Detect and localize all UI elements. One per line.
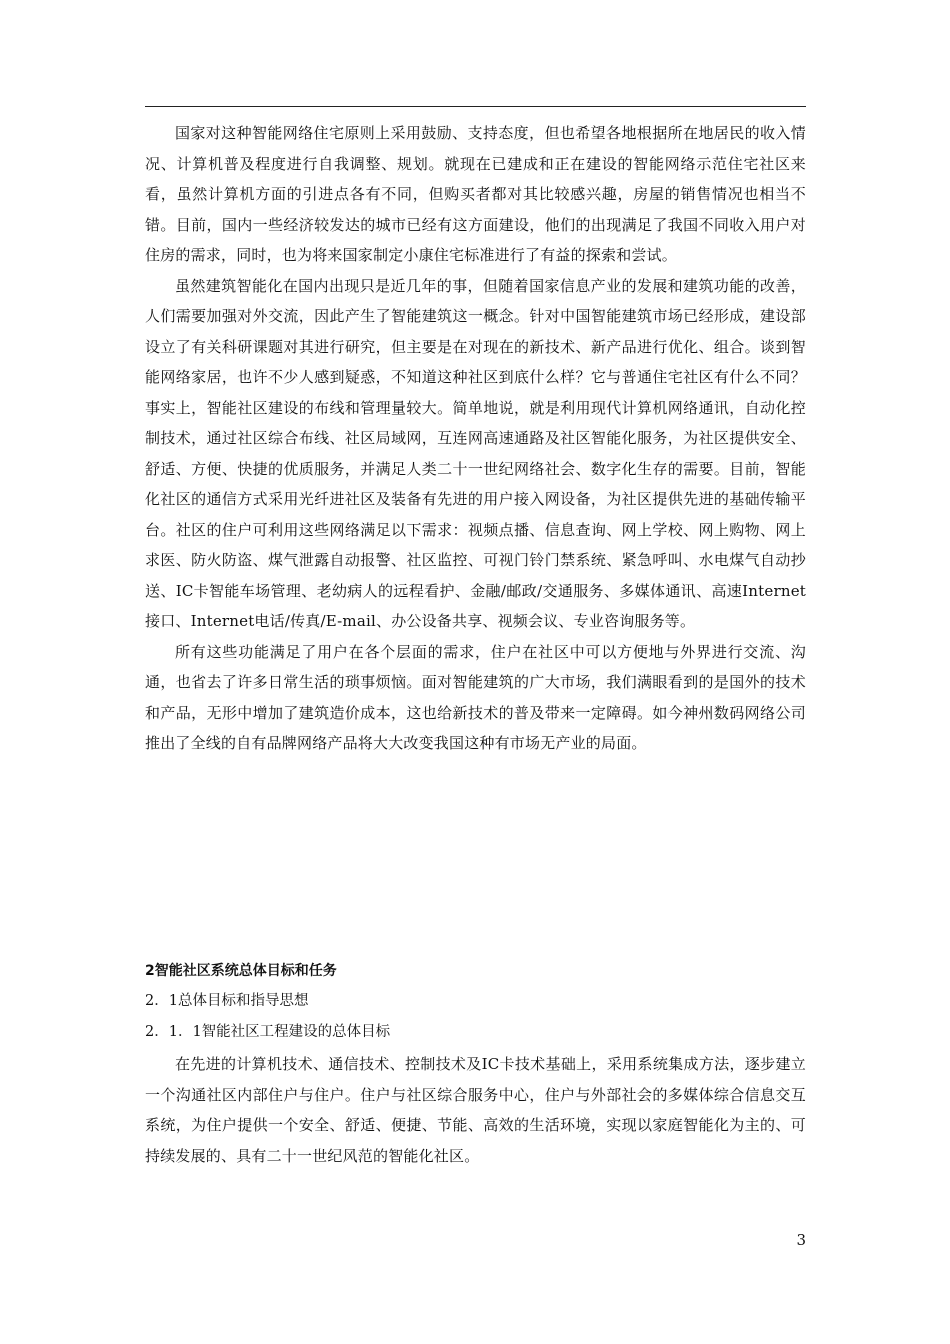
section-subsubheading: 2．1．1智能社区工程建设的总体目标 (145, 1023, 391, 1040)
paragraph-policy: 国家对这种智能网络住宅原则上采用鼓励、支持态度，但也希望各地根据所在地居民的收入情况、计算机普及程度进行自我调整、规划。就现在已建成和正在建设的智能网络示范住宅社区来看，虽然计算机方面的引进点各有不同，但购买者都对其比较感兴趣，房屋的销售情况也相当不错。目前，国内一些经济较发达的城市已经有这方面建设，他们的出现满足了我国不同收入用户对住房的需求，同时，也为将来国家制定小康住宅标准进行了有益的探索和尝试。 (145, 124, 806, 264)
section-heading: 2智能社区系统总体目标和任务 (145, 963, 337, 979)
body-text (145, 118, 806, 759)
section-2 (145, 956, 806, 1171)
page-number: 3 (796, 1231, 806, 1249)
section-subheading: 2．1总体目标和指导思想 (145, 993, 309, 1009)
paragraph-overall-goal: 在先进的计算机技术、通信技术、控制技术及IC卡技术基础上，采用系统集成方法，逐步建立一个沟通社区内部住户与住户。住户与社区综合服务中心，住户与外部社会的多媒体综合信息交互系统，为住户提供一个安全、舒适、便捷、节能、高效的生活环境，实现以家庭智能化为主的、可持续发展的、具有二十一世纪风范的智能化社区。 (145, 1055, 806, 1165)
paragraph-smart-building: 虽然建筑智能化在国内出现只是近几年的事，但随着国家信息产业的发展和建筑功能的改善，人们需要加强对外交流，因此产生了智能建筑这一概念。针对中国智能建筑市场已经形成，建设部设立了有关科研课题对其进行研究，但主要是在对现在的新技术、新产品进行优化、组合。谈到智能网络家居，也许不少人感到疑惑，不知道这种社区到底什么样？它与普通住宅社区有什么不同？事实上，智能社区建设的布线和管理量较大。简单地说，就是利用现代计算机网络通讯，自动化控制技术，通过社区综合布线、社区局域网，互连网高速通路及社区智能化服务，为社区提供安全、舒适、方便、快捷的优质服务，并满足人类二十一世纪网络社会、数字化生存的需要。目前，智能化社区的通信方式采用光纤进社区及装备有先进的用户接入网设备，为社区提供先进的基础传输平台。社区的住户可利用这些网络满足以下需求：视频点播、信息查询、网上学校、网上购物、网上求医、防火防盗、煤气泄露自动报警、社区监控、可视门铃门禁系统、紧急呼叫、水电煤气自动抄送、IC卡智能车场管理、老幼病人的远程看护、金融/邮政/交通服务、多媒体通讯、高速Internet接口、Internet电话/传真/E-mail、办公设备共享、视频会议、专业咨询服务等。 (145, 276, 806, 630)
header-rule (145, 106, 806, 107)
paragraph-market: 所有这些功能满足了用户在各个层面的需求，住户在社区中可以方便地与外界进行交流、沟通，也省去了许多日常生活的琐事烦恼。面对智能建筑的广大市场，我们满眼看到的是国外的技术和产品，无形中增加了建筑造价成本，这也给新技术的普及带来一定障碍。如今神州数码网络公司推出了全线的自有品牌网络产品将大大改变我国这种有市场无产业的局面。 (145, 642, 806, 752)
